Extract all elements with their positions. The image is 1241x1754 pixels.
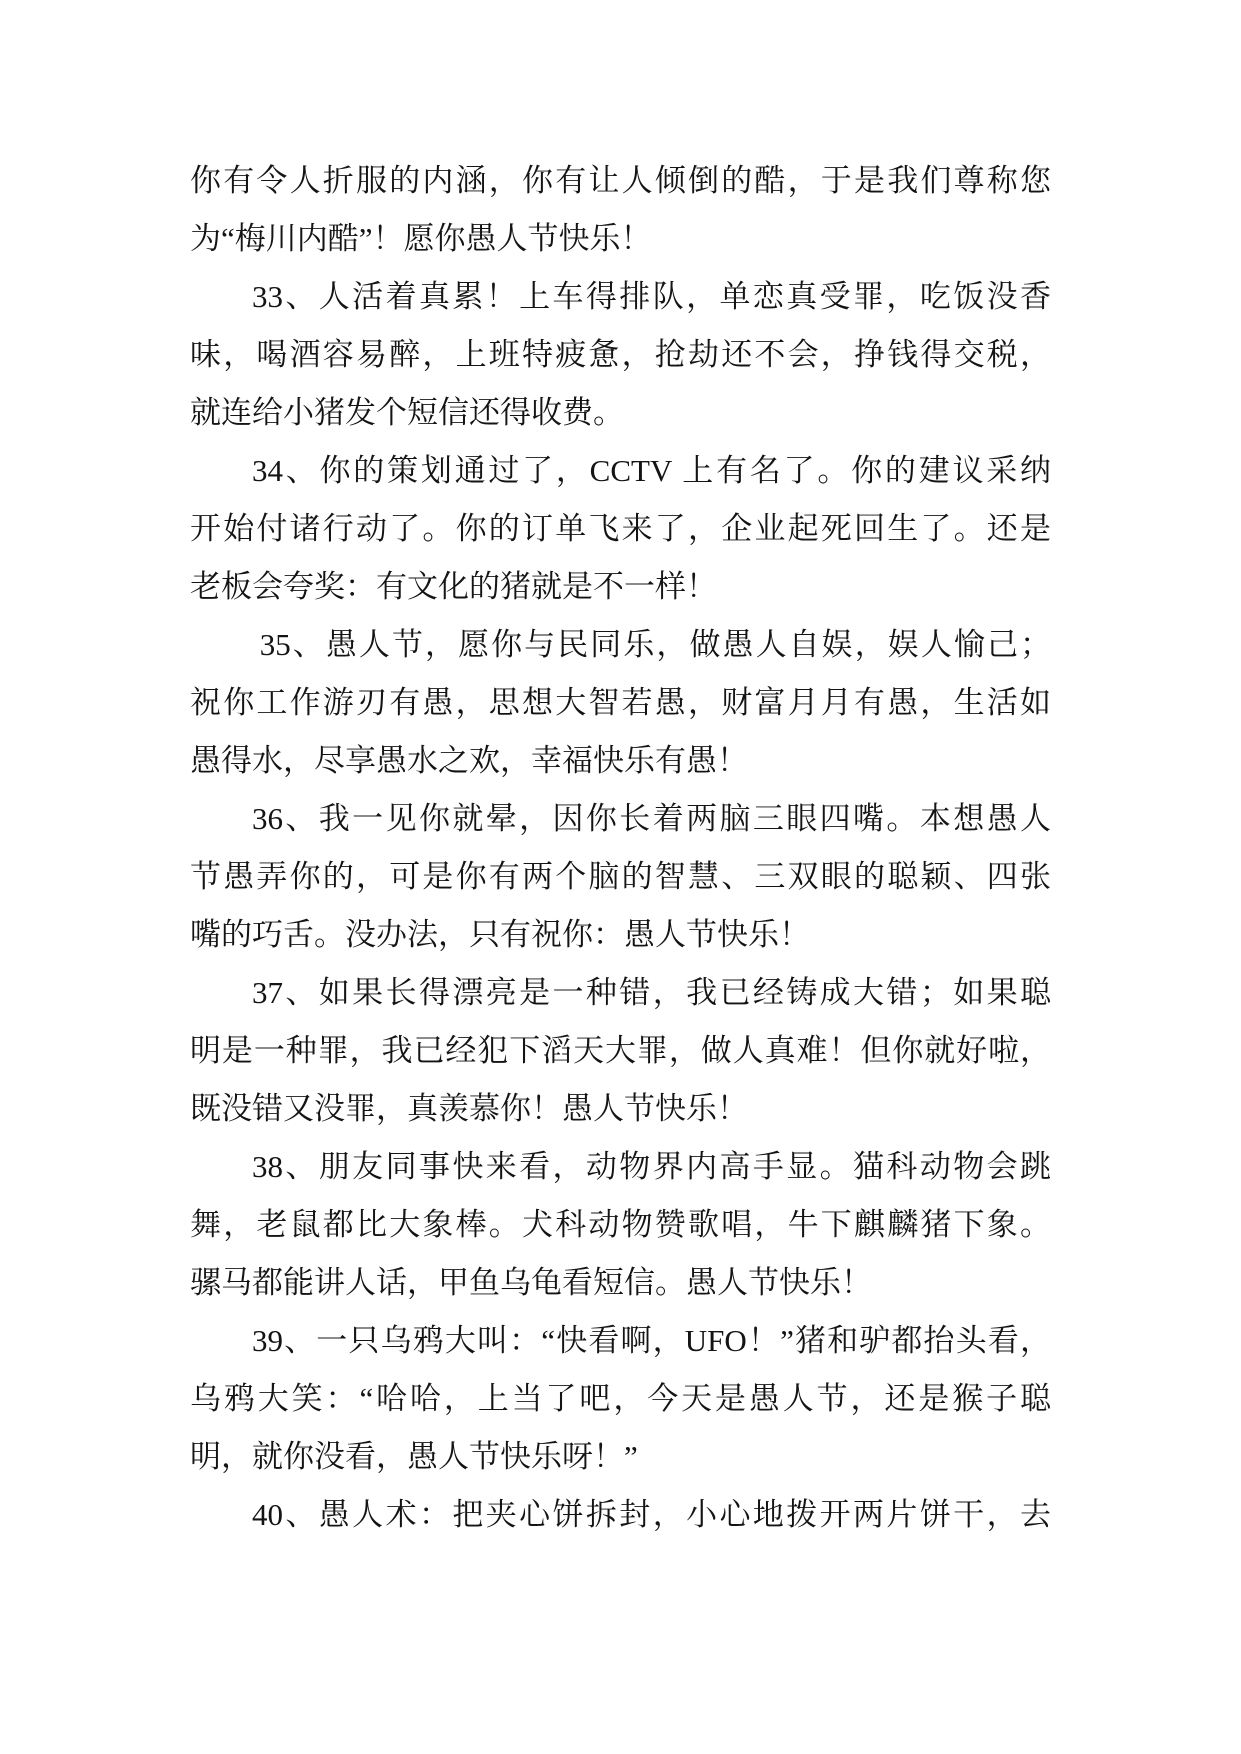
text-line: 老板会夸奖：有文化的猪就是不一样！ bbox=[190, 569, 717, 604]
text-line: 为“梅川内酷”！愿你愚人节快乐！ bbox=[190, 221, 652, 256]
text-line: 明，就你没看，愚人节快乐呀！” bbox=[190, 1439, 638, 1474]
text-line: 39、一只乌鸦大叫：“快看啊，UFO！”猪和驴都抬头看， bbox=[252, 1323, 1051, 1358]
text-line: 34、你的策划通过了，CCTV 上有名了。你的建议采纳 bbox=[252, 453, 1051, 488]
paragraph-39 bbox=[190, 1312, 1051, 1486]
text-line: 37、如果长得漂亮是一种错，我已经铸成大错；如果聪 bbox=[252, 975, 1051, 1010]
text-line: 舞，老鼠都比大象棒。犬科动物赞歌唱，牛下麒麟猪下象。 bbox=[190, 1207, 1051, 1242]
text-line: 40、愚人术：把夹心饼拆封，小心地拨开两片饼干，去 bbox=[252, 1497, 1051, 1532]
text-line: 节愚弄你的，可是你有两个脑的智慧、三双眼的聪颖、四张 bbox=[190, 859, 1051, 894]
text-line: 就连给小猪发个短信还得收费。 bbox=[190, 395, 624, 430]
text-line: 愚得水，尽享愚水之欢，幸福快乐有愚！ bbox=[190, 743, 748, 778]
text-line: 开始付诸行动了。你的订单飞来了，企业起死回生了。还是 bbox=[190, 511, 1051, 546]
text-line: 乌鸦大笑：“哈哈，上当了吧，今天是愚人节，还是猴子聪 bbox=[190, 1381, 1051, 1416]
paragraph-35 bbox=[190, 616, 1051, 790]
paragraph-37 bbox=[190, 964, 1051, 1138]
paragraph-36 bbox=[190, 790, 1051, 964]
text-line: 明是一种罪，我已经犯下滔天大罪，做人真难！但你就好啦， bbox=[190, 1033, 1051, 1068]
text-line: 你有令人折服的内涵，你有让人倾倒的酷，于是我们尊称您 bbox=[190, 163, 1051, 198]
text-line: 嘴的巧舌。没办法，只有祝你：愚人节快乐！ bbox=[190, 917, 810, 952]
text-line: 味，喝酒容易醉，上班特疲惫，抢劫还不会，挣钱得交税， bbox=[190, 337, 1051, 372]
text-line: 骡马都能讲人话，甲鱼乌龟看短信。愚人节快乐！ bbox=[190, 1265, 872, 1300]
paragraph-40 bbox=[190, 1486, 1051, 1544]
text-line: 33、人活着真累！上车得排队，单恋真受罪，吃饭没香 bbox=[252, 279, 1051, 314]
text-line: 祝你工作游刃有愚，思想大智若愚，财富月月有愚，生活如 bbox=[190, 685, 1051, 720]
paragraph-34 bbox=[190, 442, 1051, 616]
paragraph-intro bbox=[190, 152, 1051, 268]
paragraph-38 bbox=[190, 1138, 1051, 1312]
document-body bbox=[190, 152, 1051, 1544]
paragraph-33 bbox=[190, 268, 1051, 442]
text-line: 38、朋友同事快来看，动物界内高手显。猫科动物会跳 bbox=[252, 1149, 1051, 1184]
text-line: 既没错又没罪，真羡慕你！愚人节快乐！ bbox=[190, 1091, 748, 1126]
text-line: 35、愚人节，愿你与民同乐，做愚人自娱，娱人愉己； bbox=[259, 627, 1051, 662]
text-line: 36、我一见你就晕，因你长着两脑三眼四嘴。本想愚人 bbox=[252, 801, 1051, 836]
